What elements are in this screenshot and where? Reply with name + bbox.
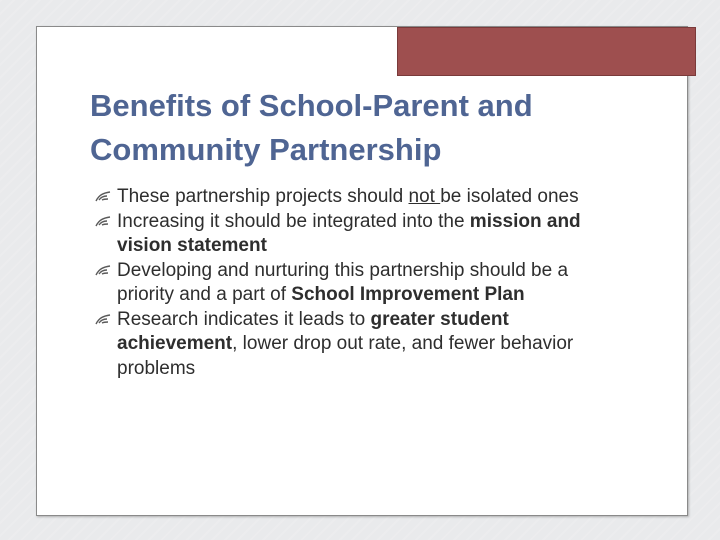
accent-bar	[397, 27, 696, 76]
bullet-item	[92, 308, 622, 382]
bullet-item	[92, 185, 622, 210]
title-line-2: Community Partnership	[90, 132, 442, 167]
bullet-emphasis: School Improvement Plan	[291, 284, 525, 305]
title-line-1: Benefits of School-Parent and	[90, 88, 533, 123]
flourish-icon	[95, 191, 111, 203]
slide-title	[90, 84, 650, 172]
bullet-text: Research indicates it leads to	[117, 308, 371, 330]
bullet-text: be isolated ones	[440, 186, 579, 207]
bullet-emphasis: mission and vision statement	[117, 210, 581, 256]
bullet-emphasis: greater student achievement	[117, 308, 509, 354]
bullet-text: Developing and nurturing this partnership should be a priority and a part of	[117, 259, 569, 305]
bullet-list	[92, 185, 622, 381]
bullet-item	[92, 210, 622, 259]
bullet-text: , lower drop out rate, and fewer behavior problems	[117, 333, 574, 379]
bullet-text: Increasing it should be integrated into the	[117, 210, 470, 232]
bullet-emphasis: not	[408, 186, 441, 207]
flourish-icon	[95, 265, 111, 277]
bullet-text: These partnership projects should	[117, 186, 409, 207]
bullet-item	[92, 259, 622, 308]
flourish-icon	[95, 216, 111, 228]
flourish-icon	[95, 314, 111, 326]
